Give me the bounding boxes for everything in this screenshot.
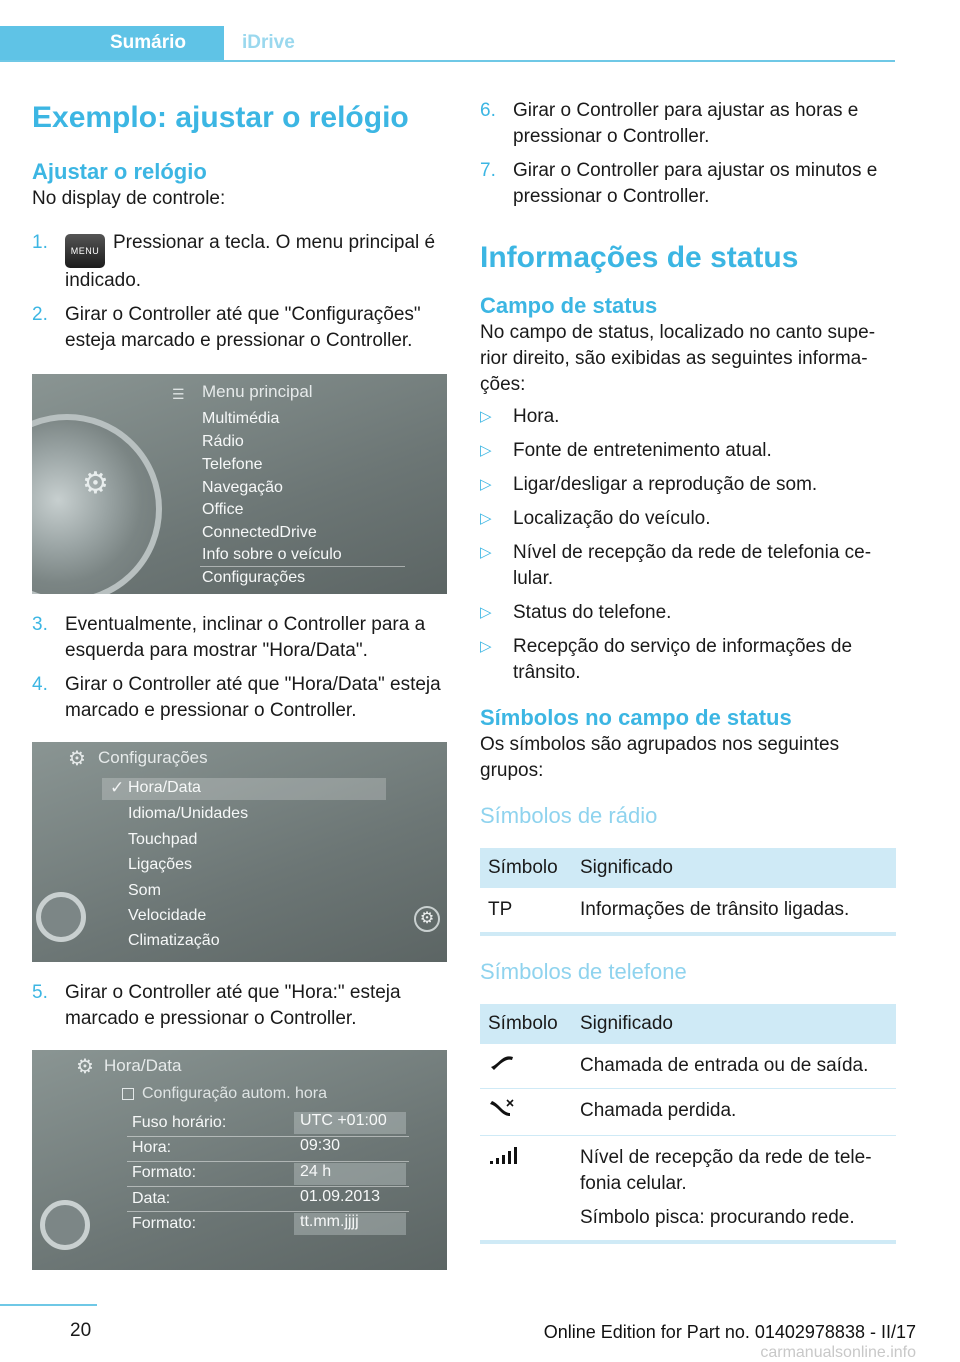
- step-number: 3.: [32, 614, 48, 635]
- tab-idrive[interactable]: iDrive: [242, 32, 295, 53]
- step-7: [480, 158, 896, 210]
- list-item: [480, 472, 896, 498]
- checkbox-icon: [122, 1088, 134, 1100]
- phone-symbols-heading: Símbolos de telefone: [480, 959, 687, 984]
- meaning-cell: Chamada perdida.: [572, 1089, 896, 1136]
- divider: [127, 1186, 409, 1187]
- step-number: 5.: [32, 982, 48, 1003]
- list-icon: ☰: [172, 386, 185, 402]
- meaning-cell: [572, 1136, 896, 1241]
- gear-icon: ⚙: [76, 1056, 94, 1078]
- row-value: 09:30: [300, 1137, 341, 1154]
- screen-title: Hora/Data: [104, 1056, 182, 1075]
- watermark: carmanualsonline.info: [760, 1344, 916, 1361]
- menu-key-icon: MENU: [65, 234, 105, 268]
- list-item: [480, 600, 896, 626]
- list-item-text: Localização do veículo.: [513, 508, 711, 529]
- radio-symbols-heading: Símbolos de rádio: [480, 803, 658, 828]
- campo-text: No campo de status, localizado no canto superior direito, são exibidas as seguintes informações:: [480, 322, 876, 395]
- menu-item: Idioma/Unidades: [128, 805, 249, 822]
- list-item: [480, 540, 896, 592]
- list-item-text: Nível de recepção da rede de telefonia celular.: [513, 542, 872, 589]
- subsection-title: Campo de status: [480, 293, 658, 318]
- list-item-text: Fonte de entretenimento atual.: [513, 440, 772, 461]
- screenshot-configuracoes: [32, 742, 447, 962]
- step-2: [32, 302, 448, 354]
- step-text: Girar o Controller até que "Hora/Data" esteja marcado e pressionar o Controller.: [65, 674, 441, 721]
- footer-rule: [0, 1304, 97, 1306]
- subsection-title: Símbolos no campo de status: [480, 705, 792, 730]
- tab-sumario[interactable]: Sumário: [0, 26, 224, 60]
- section-title: Informações de status: [480, 241, 799, 274]
- menu-item: Som: [128, 882, 161, 899]
- step-number: 1.: [32, 232, 48, 253]
- menu-item: Touchpad: [128, 831, 198, 848]
- screen-title: Configurações: [98, 748, 208, 767]
- list-item: [480, 404, 896, 430]
- list-item-text: Recepção do serviço de informações de trânsito.: [513, 636, 853, 683]
- missed-call-icon: [488, 1098, 516, 1118]
- list-item: [480, 634, 896, 686]
- row-label: Data:: [132, 1190, 171, 1207]
- meaning-text: Nível de recepção da rede de telefonia celular.: [580, 1147, 872, 1194]
- meaning-cell: Informações de trânsito ligadas.: [580, 899, 850, 920]
- screenshot-hora-data: [32, 1050, 447, 1270]
- list-item-text: Ligar/desligar a reprodução de som.: [513, 474, 818, 495]
- table-row: [480, 1044, 896, 1089]
- signal-strength-icon: [488, 1145, 518, 1165]
- list-item: [480, 506, 896, 532]
- bullet-icon: ▷: [480, 638, 492, 655]
- step-number: 2.: [32, 304, 48, 325]
- controller-knob-icon: [36, 892, 86, 942]
- subsection-title: Ajustar o relógio: [32, 159, 207, 184]
- step-4: [32, 672, 448, 724]
- menu-item: Ligações: [128, 856, 193, 873]
- auto-time-option: Configuração autom. hora: [142, 1085, 327, 1102]
- row-value: 01.09.2013: [300, 1188, 381, 1205]
- controller-knob-icon: [32, 414, 162, 594]
- menu-item: ConnectedDrive: [202, 524, 317, 541]
- row-label: Formato:: [132, 1164, 197, 1181]
- step-text: Girar o Controller para ajustar as horas e pressionar o Controller.: [513, 100, 859, 147]
- step-text: Girar o Controller para ajustar os minutos e pressionar o Controller.: [513, 160, 878, 207]
- gear-icon: ⚙: [82, 467, 109, 500]
- section-title: Exemplo: ajustar o relógio: [32, 101, 409, 134]
- checkmark-icon: ✓: [110, 778, 125, 797]
- bullet-icon: ▷: [480, 442, 492, 459]
- bullet-icon: ▷: [480, 408, 492, 425]
- table-row: [480, 1136, 896, 1241]
- menu-item: Rádio: [202, 433, 244, 450]
- symbol-cell: [480, 1044, 572, 1089]
- table-header: Significado: [572, 848, 896, 888]
- row-label: Fuso horário:: [132, 1114, 227, 1131]
- bullet-icon: ▷: [480, 510, 492, 527]
- step-number: 7.: [480, 160, 496, 181]
- row-label: Hora:: [132, 1139, 172, 1156]
- table-row: [480, 1089, 896, 1136]
- menu-item: Velocidade: [128, 907, 207, 924]
- step-3: [32, 612, 448, 664]
- intro-text: No display de controle:: [32, 188, 226, 209]
- table-end-rule: [480, 932, 896, 936]
- table-header-row: [480, 848, 896, 888]
- controller-knob-icon: [40, 1200, 90, 1250]
- phone-symbols-table: [480, 1004, 896, 1240]
- row-label: Formato:: [132, 1215, 197, 1232]
- menu-item-selected: Hora/Data: [128, 779, 201, 796]
- bullet-icon: ▷: [480, 604, 492, 621]
- step-text: Eventualmente, inclinar o Controller para a esquerda para mostrar "Hora/Data".: [65, 614, 426, 661]
- list-item: [480, 438, 896, 464]
- divider: [127, 1136, 409, 1137]
- table-header: Símbolo: [480, 848, 572, 888]
- list-item-text: Hora.: [513, 406, 560, 427]
- step-text: Girar o Controller até que "Configurações" esteja marcado e pressionar o Controller.: [65, 304, 421, 351]
- menu-item: Office: [202, 501, 244, 518]
- step-text-wrap: [65, 230, 448, 294]
- symbol-cell: [480, 1089, 572, 1136]
- phone-call-icon: [488, 1053, 516, 1071]
- row-value: UTC +01:00: [294, 1112, 406, 1134]
- step-text: Girar o Controller até que "Hora:" esteja marcado e pressionar o Controller.: [65, 982, 401, 1029]
- step-text: Pressionar a tecla. O menu principal é indicado.: [65, 232, 436, 291]
- table-row: [480, 888, 896, 932]
- gear-icon: ⚙: [414, 906, 440, 932]
- header-tabs: [0, 26, 895, 62]
- step-1: [32, 230, 448, 294]
- right-column: [480, 98, 896, 1244]
- row-value: tt.mm.jjjj: [294, 1213, 406, 1235]
- table-end-rule: [480, 1240, 896, 1244]
- bullet-icon: ▷: [480, 544, 492, 561]
- left-column: [32, 98, 448, 1270]
- table-header: Significado: [572, 1004, 896, 1044]
- step-number: 4.: [32, 674, 48, 695]
- menu-item: Info sobre o veículo: [202, 546, 342, 563]
- divider: [200, 566, 405, 567]
- radio-symbols-table: [480, 848, 896, 932]
- simbolos-text: Os símbolos são agrupados nos seguintes grupos:: [480, 734, 840, 781]
- screenshot-menu-principal: [32, 374, 447, 594]
- edition-text: Online Edition for Part no. 01402978838 - II/17: [543, 1322, 916, 1342]
- meaning-text-secondary: Símbolo pisca: procurando rede.: [580, 1207, 855, 1228]
- menu-item: Navegação: [202, 479, 283, 496]
- step-5: [32, 980, 448, 1032]
- step-number: 6.: [480, 100, 496, 121]
- menu-item: Multimédia: [202, 410, 280, 427]
- menu-item: Climatização: [128, 932, 220, 949]
- bullet-icon: ▷: [480, 476, 492, 493]
- table-header: Símbolo: [480, 1004, 572, 1044]
- gear-icon: ⚙: [68, 748, 86, 770]
- step-6: [480, 98, 896, 150]
- screen-title: Menu principal: [202, 382, 313, 401]
- list-item-text: Status do telefone.: [513, 602, 672, 623]
- meaning-cell: Chamada de entrada ou de saída.: [572, 1044, 896, 1089]
- symbol-cell: TP: [488, 899, 513, 920]
- page-number: 20: [70, 1320, 92, 1341]
- menu-item: Telefone: [202, 456, 263, 473]
- symbol-cell: [480, 1136, 572, 1241]
- menu-item-selected: Configurações: [202, 569, 306, 586]
- divider: [127, 1161, 409, 1162]
- table-header-row: [480, 1004, 896, 1044]
- divider: [127, 1211, 409, 1212]
- row-value: 24 h: [294, 1163, 406, 1185]
